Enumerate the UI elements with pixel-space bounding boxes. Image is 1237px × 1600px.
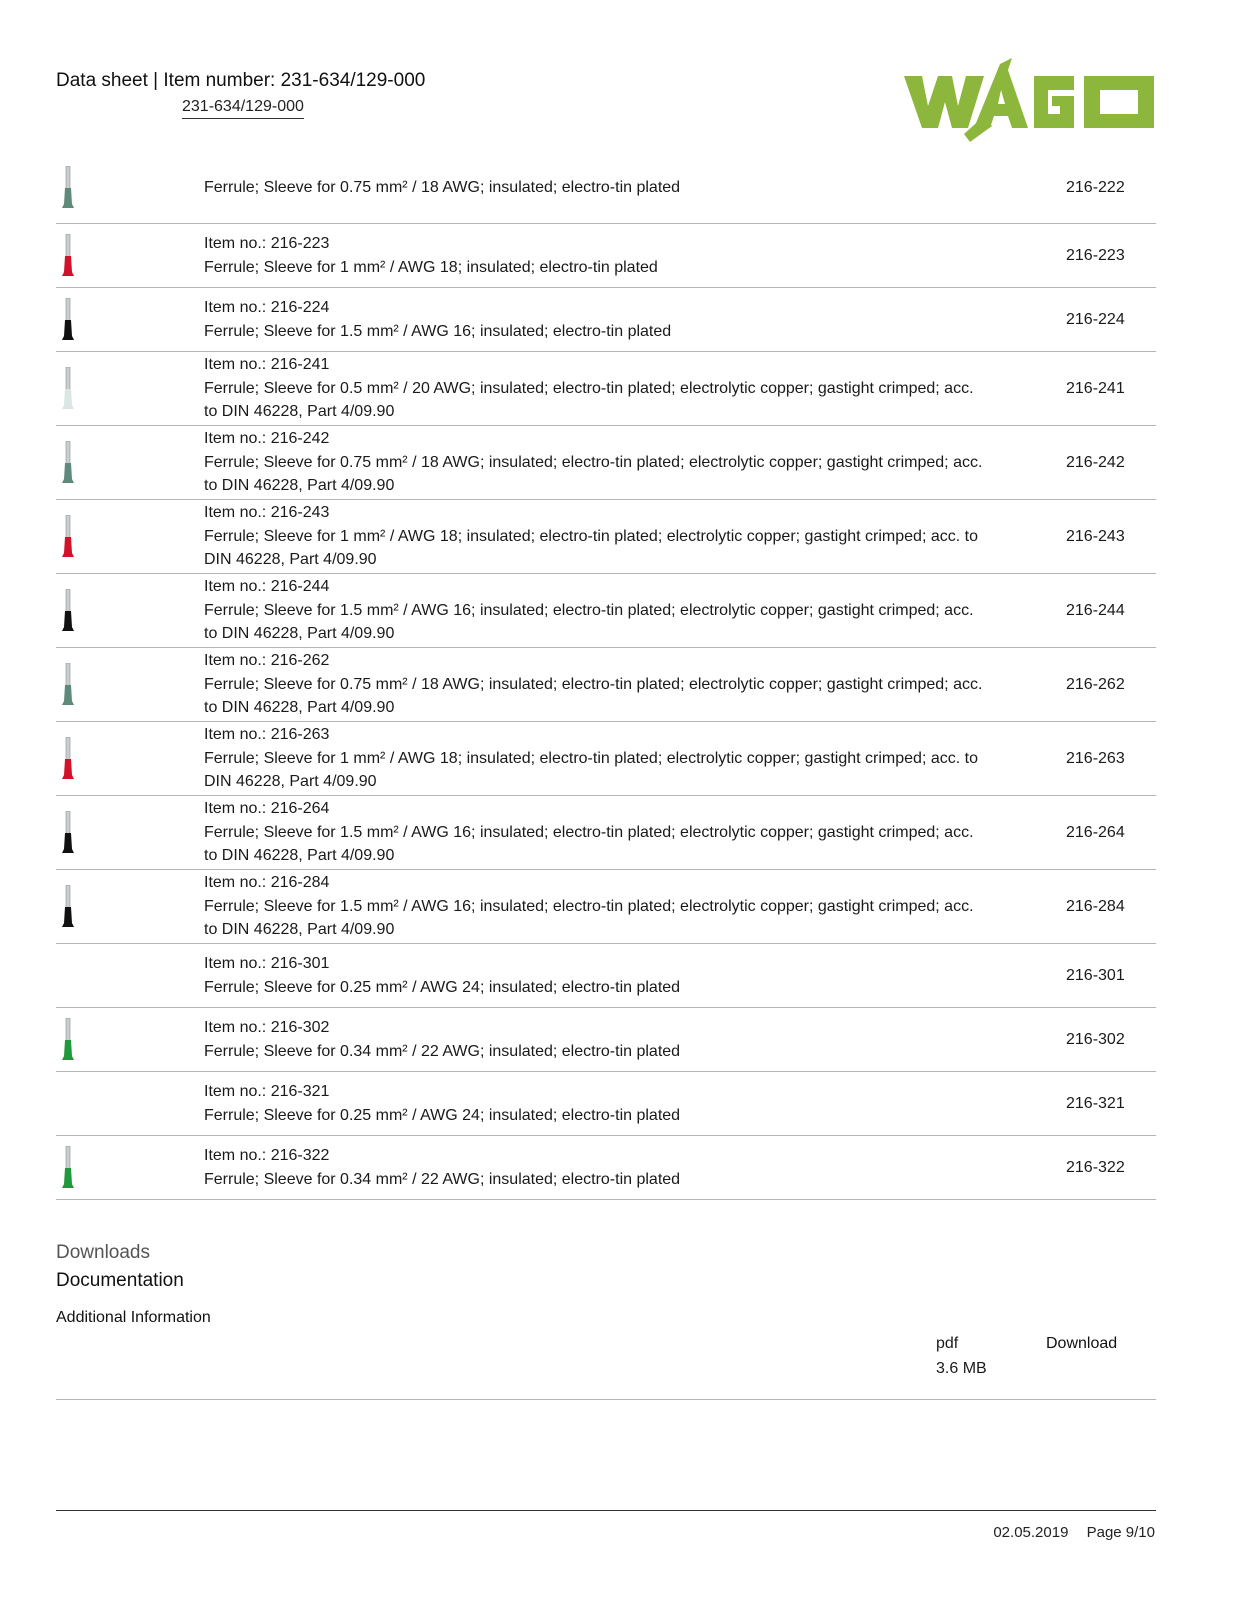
ferrule-sleeve (62, 188, 74, 208)
item-code[interactable]: 216-244 (1066, 601, 1125, 619)
footer (993, 1524, 1155, 1541)
download-link[interactable]: Download (1046, 1335, 1118, 1352)
documentation-heading: Documentation (56, 1270, 184, 1291)
item-number: Item no.: 216-244 (204, 578, 330, 596)
item-description-text: Ferrule; Sleeve for 1.5 mm² / AWG 16; insulated; electro-tin plated (204, 322, 672, 340)
item-description-text: Ferrule; Sleeve for 1 mm² / AWG 18; insulated; electro-tin plated; electrolytic copper; gastight crimped; acc. to DIN 46228, Part 4/09.90 (204, 749, 978, 791)
table-row (56, 1072, 1156, 1136)
ferrule-icon (58, 367, 78, 411)
ferrule-icon (58, 663, 78, 707)
item-description-text: Ferrule; Sleeve for 1.5 mm² / AWG 16; insulated; electro-tin plated; electrolytic copper; gastight crimped; acc. to DIN 46228, Part 4/09.90 (204, 897, 974, 939)
item-description-text: Ferrule; Sleeve for 1 mm² / AWG 18; insulated; electro-tin plated; electrolytic copper; gastight crimped; acc. to DIN 46228, Part 4/09.90 (204, 527, 978, 569)
item-description (204, 353, 984, 424)
table-row (56, 426, 1156, 500)
ferrule-sleeve (62, 320, 74, 340)
ferrule-icon (58, 811, 78, 855)
item-number: Item no.: 216-241 (204, 356, 330, 374)
ferrule-image (56, 722, 80, 795)
file-type: pdf (936, 1335, 959, 1352)
item-code[interactable]: 216-242 (1066, 453, 1125, 471)
item-description-text: Ferrule; Sleeve for 0.5 mm² / 20 AWG; insulated; electro-tin plated; electrolytic copper; gastight crimped; acc. to DIN 46228, Part 4/09.90 (204, 379, 974, 421)
item-description-text: Ferrule; Sleeve for 1.5 mm² / AWG 16; insulated; electro-tin plated; electrolytic copper; gastight crimped; acc. to DIN 46228, Part 4/09.90 (204, 823, 974, 865)
item-code[interactable]: 216-241 (1066, 379, 1125, 397)
table-row (56, 288, 1156, 352)
item-number: Item no.: 216-322 (204, 1147, 330, 1164)
ferrule-icon (58, 441, 78, 485)
item-description (204, 232, 984, 279)
ferrule-image (56, 153, 80, 223)
item-code[interactable]: 216-302 (1066, 1030, 1125, 1048)
ferrule-sleeve (62, 389, 74, 409)
item-description-text: Ferrule; Sleeve for 0.25 mm² / AWG 24; insulated; electro-tin plated (204, 1106, 681, 1124)
ferrule-image (56, 648, 80, 721)
ferrule-icon (58, 166, 78, 210)
item-code[interactable]: 216-243 (1066, 527, 1125, 545)
footer-divider (56, 1510, 1156, 1511)
item-description (204, 952, 984, 999)
ferrule-image (56, 500, 80, 573)
item-code[interactable]: 216-321 (1066, 1094, 1125, 1112)
item-code[interactable]: 216-263 (1066, 749, 1125, 767)
item-description (204, 296, 984, 343)
ferrule-sleeve (62, 907, 74, 927)
table-row (56, 224, 1156, 288)
ferrule-icon (58, 234, 78, 278)
ferrule-icon (58, 1018, 78, 1062)
file-size: 3.6 MB (936, 1360, 987, 1377)
item-number: Item no.: 216-242 (204, 430, 330, 448)
ferrule-sleeve (62, 833, 74, 853)
ferrule-image (56, 224, 80, 287)
ferrule-image (56, 796, 80, 869)
ferrule-image (56, 1136, 80, 1199)
table-row (56, 796, 1156, 870)
item-code[interactable]: 216-301 (1066, 966, 1125, 984)
ferrule-icon (58, 1146, 78, 1190)
item-description-text: Ferrule; Sleeve for 1.5 mm² / AWG 16; insulated; electro-tin plated; electrolytic copper; gastight crimped; acc. to DIN 46228, Part 4/09.90 (204, 601, 974, 643)
table-row (56, 500, 1156, 574)
table-row (56, 722, 1156, 796)
ferrule-image (56, 288, 80, 351)
item-code[interactable]: 216-264 (1066, 823, 1125, 841)
item-number: Item no.: 216-264 (204, 800, 330, 818)
footer-page: Page 9/10 (1086, 1524, 1155, 1541)
ferrule-image (56, 1072, 80, 1135)
item-description (204, 1016, 984, 1063)
table-row (56, 574, 1156, 648)
header (56, 70, 425, 119)
item-number: Item no.: 216-263 (204, 726, 330, 744)
ferrule-sleeve (62, 256, 74, 276)
ferrule-icon (58, 589, 78, 633)
item-description (204, 871, 984, 942)
item-number: Item no.: 216-224 (204, 299, 330, 316)
table-row (56, 1136, 1156, 1200)
download-row (56, 1331, 1156, 1400)
footer-date: 02.05.2019 (993, 1524, 1069, 1541)
ferrule-image (56, 944, 80, 1007)
item-description-text: Ferrule; Sleeve for 0.34 mm² / 22 AWG; insulated; electro-tin plated (204, 1170, 681, 1188)
item-code[interactable]: 216-223 (1066, 246, 1125, 264)
item-code[interactable]: 216-284 (1066, 897, 1125, 915)
item-number: Item no.: 216-301 (204, 955, 330, 972)
item-code[interactable]: 216-322 (1066, 1158, 1125, 1176)
table-row (56, 944, 1156, 1008)
wago-logo (904, 56, 1156, 142)
item-description (204, 427, 984, 498)
ferrule-icon (58, 885, 78, 929)
item-description (204, 797, 984, 868)
item-description (204, 575, 984, 646)
ferrule-image (56, 426, 80, 499)
item-number: Item no.: 216-302 (204, 1019, 330, 1036)
item-description-text: Ferrule; Sleeve for 0.34 mm² / 22 AWG; insulated; electro-tin plated (204, 1042, 681, 1060)
ferrule-sleeve (62, 685, 74, 705)
item-description-text: Ferrule; Sleeve for 0.75 mm² / 18 AWG; insulated; electro-tin plated (204, 179, 681, 197)
ferrule-icon (58, 737, 78, 781)
ferrule-sleeve (62, 759, 74, 779)
table-row (56, 1008, 1156, 1072)
ferrule-sleeve (62, 1168, 74, 1188)
ferrule-sleeve (62, 463, 74, 483)
item-description (204, 1144, 984, 1191)
item-number: Item no.: 216-262 (204, 652, 330, 670)
item-description (204, 176, 984, 200)
ferrule-image (56, 352, 80, 425)
item-code[interactable]: 216-222 (1066, 179, 1125, 196)
item-description-text: Ferrule; Sleeve for 0.75 mm² / 18 AWG; insulated; electro-tin plated; electrolytic copper; gastight crimped; acc. to DIN 46228, Part 4/09.90 (204, 453, 983, 495)
item-description-text: Ferrule; Sleeve for 0.75 mm² / 18 AWG; insulated; electro-tin plated; electrolytic copper; gastight crimped; acc. to DIN 46228, Part 4/09.90 (204, 675, 983, 717)
item-code[interactable]: 216-262 (1066, 675, 1125, 693)
item-description (204, 723, 984, 794)
ferrule-sleeve (62, 1040, 74, 1060)
ferrule-image (56, 1008, 80, 1071)
item-description (204, 501, 984, 572)
item-description-text: Ferrule; Sleeve for 0.25 mm² / AWG 24; insulated; electro-tin plated (204, 978, 681, 996)
item-number: Item no.: 216-321 (204, 1083, 330, 1100)
page-title: Data sheet | Item number: 231-634/129-000 (56, 70, 426, 91)
downloads-heading: Downloads (56, 1242, 150, 1263)
item-code[interactable]: 216-224 (1066, 310, 1125, 328)
table-row (56, 153, 1156, 224)
ferrule-icon (58, 515, 78, 559)
downloads-section (56, 1242, 1156, 1400)
table-row (56, 648, 1156, 722)
item-number: Item no.: 216-223 (204, 235, 330, 252)
table-row (56, 870, 1156, 944)
ferrule-sleeve (62, 611, 74, 631)
ferrule-sleeve (62, 537, 74, 557)
ferrule-image (56, 574, 80, 647)
additional-information-label: Additional Information (56, 1309, 211, 1326)
item-number: Item no.: 216-284 (204, 874, 330, 892)
item-description (204, 649, 984, 720)
accessory-table (56, 153, 1156, 1200)
ferrule-icon (58, 298, 78, 342)
ferrule-image (56, 870, 80, 943)
table-row (56, 352, 1156, 426)
item-description-text: Ferrule; Sleeve for 1 mm² / AWG 18; insulated; electro-tin plated (204, 258, 658, 276)
item-description (204, 1080, 984, 1127)
item-number: Item no.: 216-243 (204, 504, 330, 522)
item-number-link[interactable]: 231-634/129-000 (182, 98, 304, 119)
